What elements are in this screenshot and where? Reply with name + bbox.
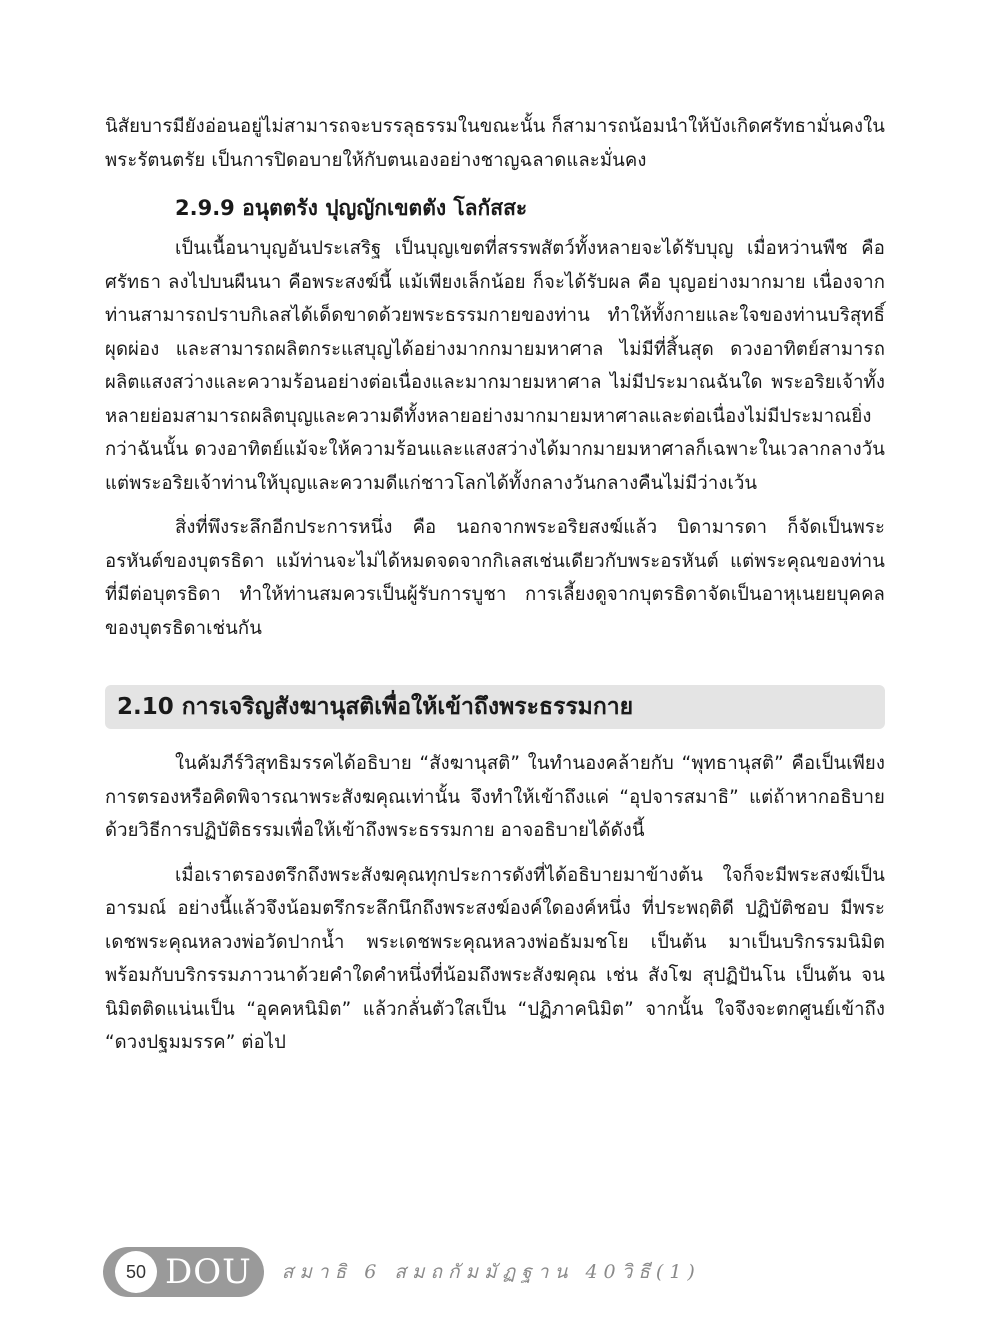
body-paragraph: เมื่อเราตรองตรึกถึงพระสังฆคุณทุกประการดังที่ได้อธิบายมาข้างต้น ใจก็จะมีพระสงฆ์เป็นอารมณ์ อย่างนี้แล้วจึงน้อมตรึกระลึกนึกถึงพระสงฆ์องค์ใดองค์หนึ่ง ที่ประพฤติดี ปฏิบัติชอบ มีพระเดชพระคุณหลวงพ่อวัดปากน้ำ พระเดชพระคุณหลวงพ่อธัมมชโย เป็นต้น มาเป็นบริกรรมนิมิต พร้อมกับบริกรรมภาวนาด้วยคำใดคำหนึ่งที่น้อมถึงพระสังฆคุณ เช่น สังโฆ สุปฏิปันโน เป็นต้น จนนิมิตติดแน่นเป็น “อุคคหนิมิต” แล้วกลั่นตัวใสเป็น “ปฏิภาคนิมิต” จากนั้น ใจจึงจะตกศูนย์เข้าถึง “ดวงปฐมมรรค” ต่อไป bbox=[105, 864, 885, 1053]
body-paragraph: เป็นเนื้อนาบุญอันประเสริฐ เป็นบุญเขตที่สรรพสัตว์ทั้งหลายจะได้รับบุญ เมื่อหว่านพืช คือศรัทธา ลงไปบนผืนนา คือพระสงฆ์นี้ แม้เพียงเล็กน้อย ก็จะได้รับผล คือ บุญอย่างมากมาย เนื่องจาก ท่านสามารถปราบกิเลสได้เด็ดขาดด้วยพระธรรมกายของท่าน ทำให้ทั้งกายและใจของท่านบริสุทธิ์ผุดผ่อง และสามารถผลิตกระแสบุญได้อย่างมากกมายมหาศาล ไม่มีที่สิ้นสุด ดวงอาทิตย์สามารถผลิตแสงสว่างและความร้อนอย่างต่อเนื่องและมากมายมหาศาล ไม่มีประมาณฉันใด พระอริยเจ้าทั้งหลายย่อมสามารถผลิตบุญและความดีทั้งหลายอย่างมากมายมหาศาลและต่อเนื่องไม่มีประมาณยิ่งกว่าฉันนั้น ดวงอาทิตย์แม้จะให้ความร้อนและแสงสว่างได้มากมายมหาศาลก็เฉพาะในเวลากลางวัน แต่พระอริยเจ้าท่านให้บุญและความดีแก่ชาวโลกได้ทั้งกลางวันกลางคืนไม่มีว่างเว้น bbox=[105, 238, 885, 494]
body-paragraph: ในคัมภีร์วิสุทธิมรรคได้อธิบาย “สังฆานุสติ” ในทำนองคล้ายกับ “พุทธานุสติ” คือเป็นเพียงการตรองหรือคิดพิจารณาพระสังฆคุณเท่านั้น จึงทำให้เข้าถึงแค่ “อุปจารสมาธิ” แต่ถ้าหากอธิบายด้วยวิธีการปฏิบัติธรรมเพื่อให้เข้าถึงพระธรรมกาย อาจอธิบายได้ดังนี้ bbox=[105, 753, 885, 841]
subsection-heading: 2.9.9 อนุตตรัง ปุญญักเขตตัง โลกัสสะ bbox=[175, 196, 528, 220]
brand-logo: DOU bbox=[165, 1252, 252, 1292]
section-heading-bar bbox=[105, 685, 885, 729]
page-body bbox=[105, 110, 885, 1060]
body-paragraph: สิ่งที่พึงระลึกอีกประการหนึ่ง คือ นอกจากพระอริยสงฆ์แล้ว บิดามารดา ก็จัดเป็นพระอรหันต์ของบุตรธิดา แม้ท่านจะไม่ได้หมดจดจากกิเลสเช่นเดียวกับพระอรหันต์ แต่พระคุณของท่านที่มีต่อบุตรธิดา ทำให้ท่านสมควรเป็นผู้รับการบูชา การเลี้ยงดูจากบุตรธิดาจัดเป็นอาหุเนยยบุคคลของบุตรธิดาเช่นกัน bbox=[105, 517, 885, 639]
book-title: สมาธิ 6 สมถกัมมัฏฐาน 40วิธี(1) bbox=[281, 1261, 701, 1283]
spacer bbox=[105, 500, 885, 511]
page-footer bbox=[103, 1247, 701, 1297]
footer-badge bbox=[103, 1247, 264, 1297]
page-number: 50 bbox=[115, 1251, 157, 1293]
spacer bbox=[105, 848, 885, 859]
section-heading: 2.10 การเจริญสังฆานุสติเพื่อให้เข้าถึงพระธรรมกาย bbox=[117, 694, 634, 720]
spacer bbox=[105, 177, 885, 188]
body-paragraph: นิสัยบารมียังอ่อนอยู่ไม่สามารถจะบรรลุธรรมในขณะนั้น ก็สามารถน้อมนำให้บังเกิดศรัทธามั่นคงในพระรัตนตรัย เป็นการปิดอบายให้กับตนเองอย่างชาญฉลาดและมั่นคง bbox=[105, 116, 885, 171]
